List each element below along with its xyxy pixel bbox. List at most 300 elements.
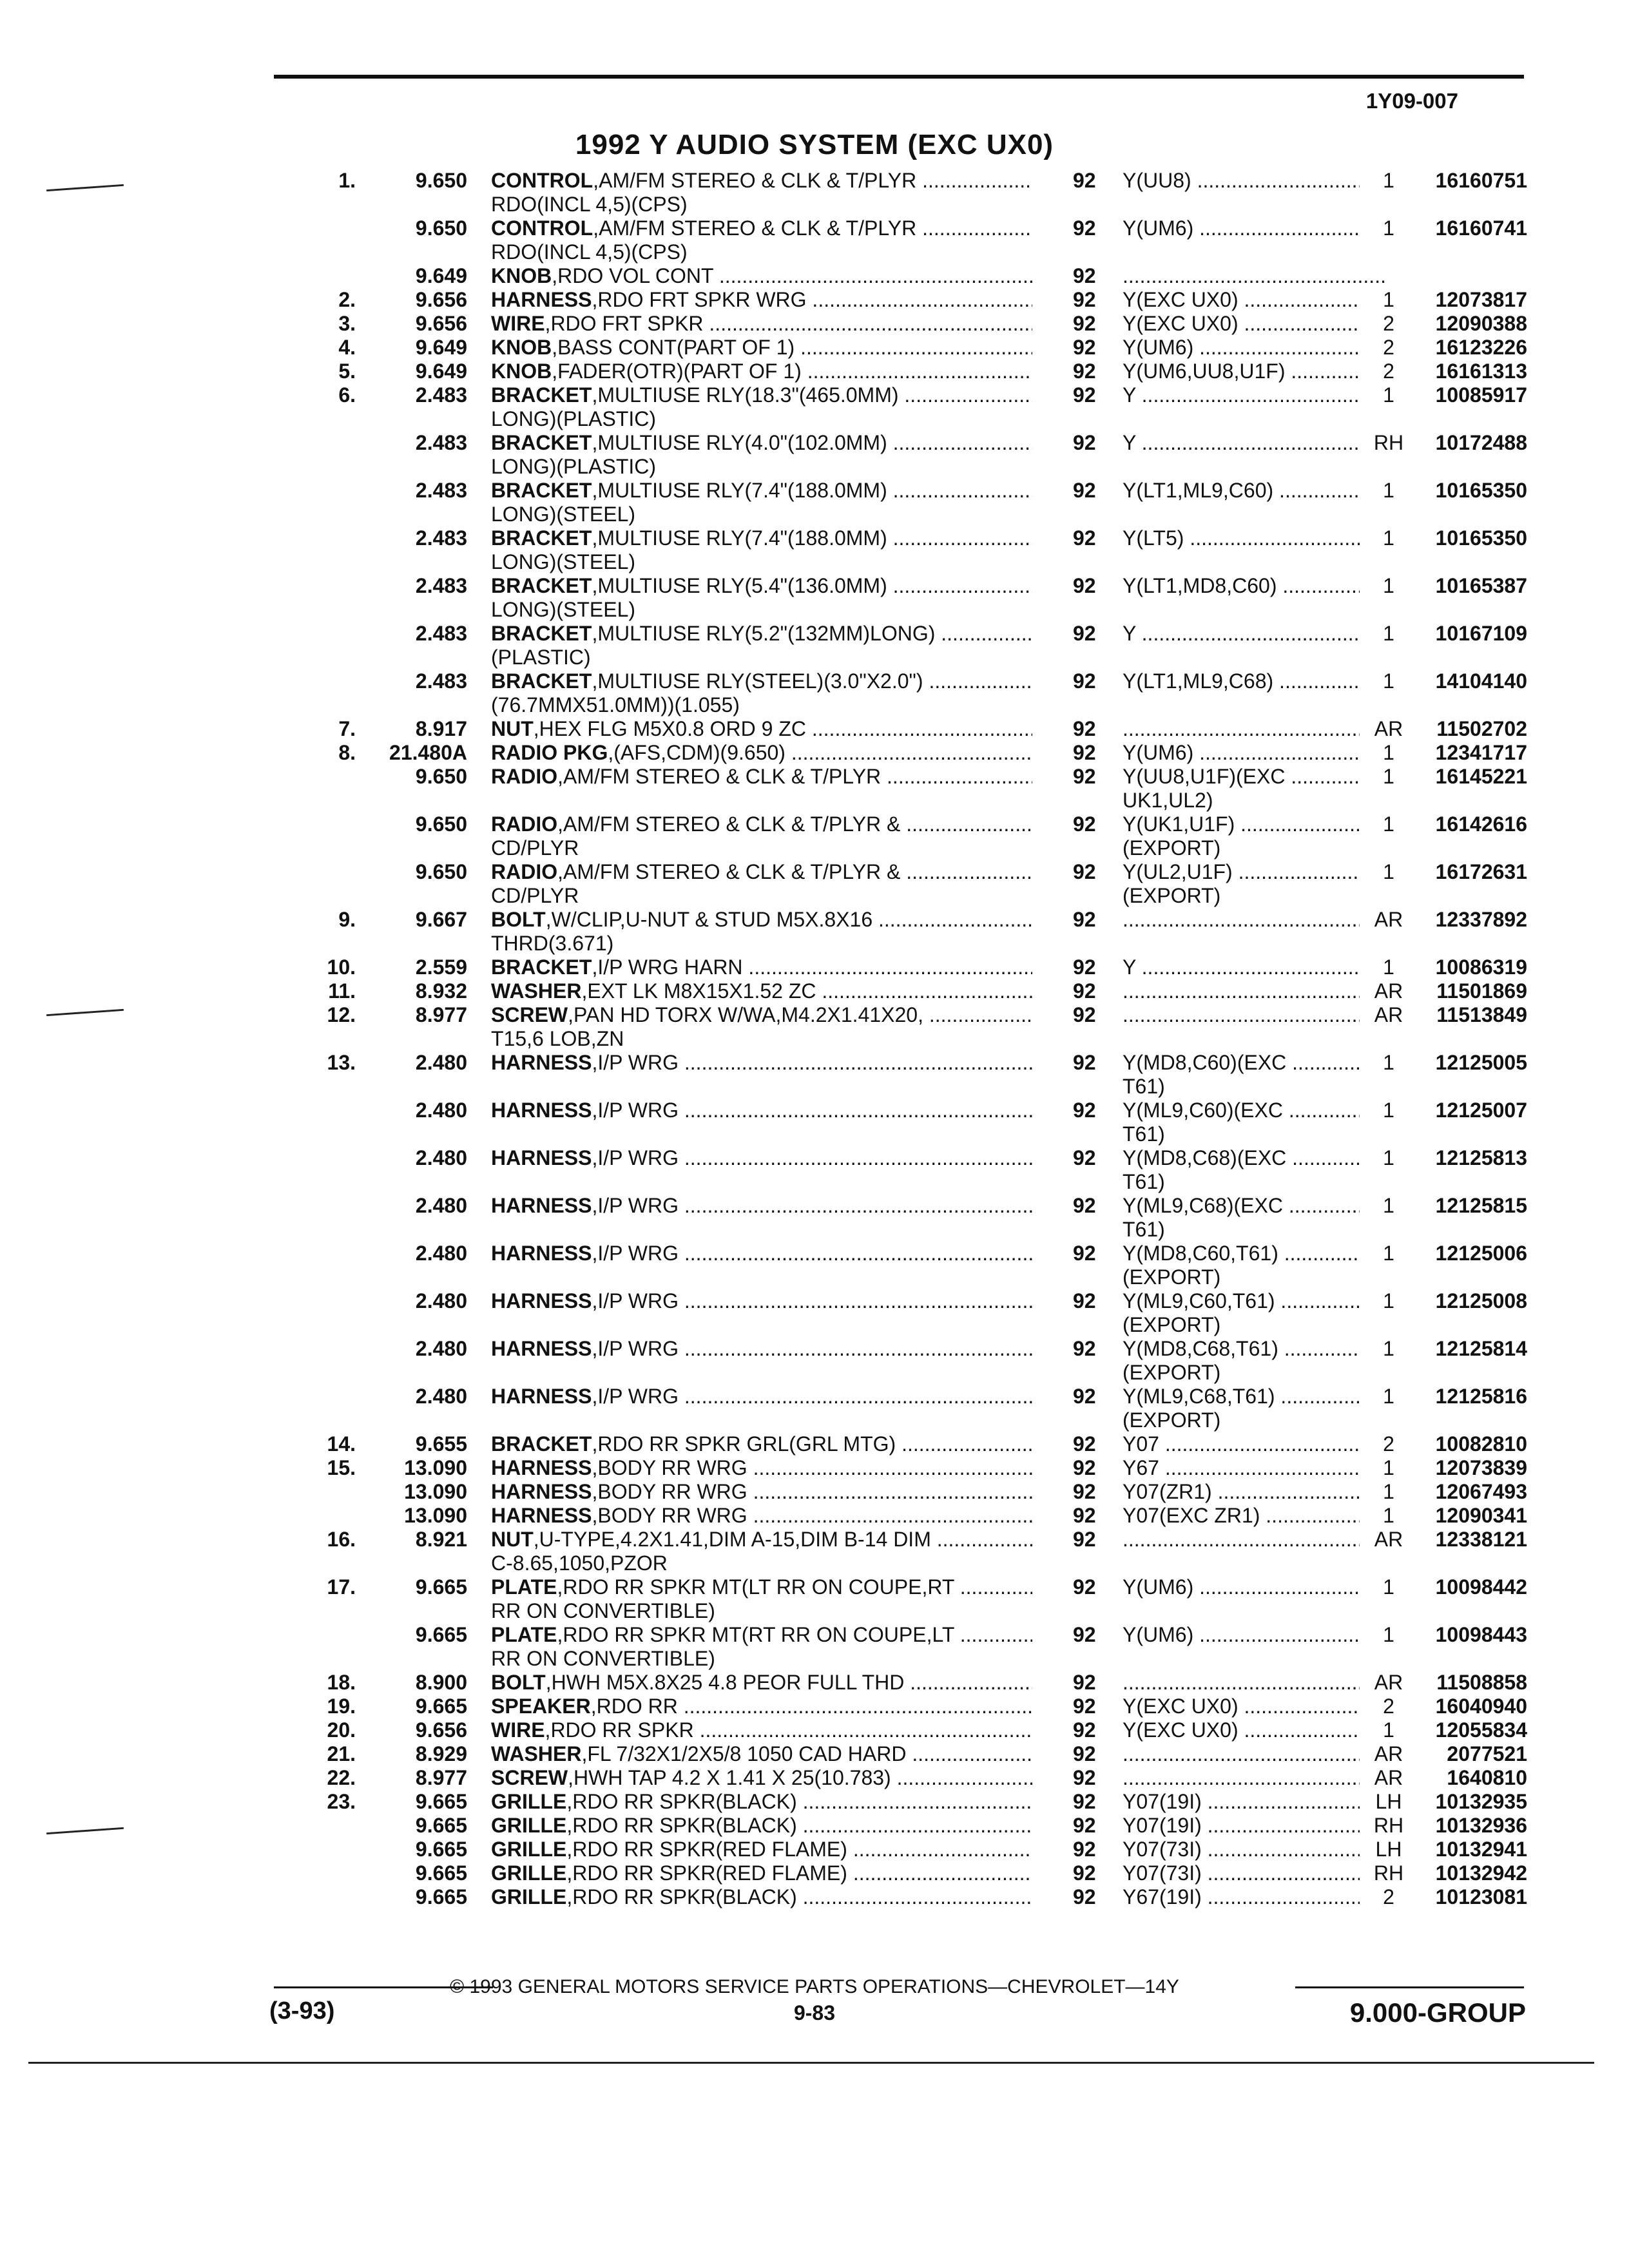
model-usage [1123,1504,1387,1528]
part-detail: ,U-TYPE,4.2X1.41,DIM A-15,DIM B-14 DIM [533,1528,931,1551]
ref-key: 19. [327,1695,356,1718]
part-name: CONTROL [491,169,593,192]
part-number: 10082810 [1435,1432,1527,1456]
model-year: 92 [1073,860,1096,883]
model-usage [1123,526,1387,550]
description [491,1575,1032,1623]
group-number: 8.977 [415,1003,467,1026]
part-detail-continued: LONG)(STEEL) [491,550,636,573]
part-name: WASHER [491,1742,582,1765]
table-row [303,1766,1527,1790]
model-usage-continued: T61) [1123,1075,1165,1098]
part-name: HARNESS [491,1242,592,1265]
part-number: 10123081 [1435,1885,1527,1908]
model-usage [1123,264,1387,288]
description [491,741,1032,765]
model-usage-line [1123,264,1387,287]
part-detail: ,RDO RR SPKR(RED FLAME) [566,1838,847,1861]
part-name: HARNESS [491,1480,592,1503]
table-row [303,1814,1527,1838]
group-number: 9.649 [415,264,467,287]
part-detail: ,MULTIUSE RLY(5.2"(132MM)LONG) [592,622,936,645]
footer-page-number: 9-83 [793,2001,836,2024]
quantity: 1 [1360,169,1418,193]
ref-key: 21. [327,1742,356,1765]
model-year: 92 [1073,812,1096,836]
model-usage-line [1123,1003,1387,1026]
description-line [491,1242,1032,1265]
group-number: 2.480 [415,1242,467,1265]
model-usage-line: Y07(ZR1) ..... [1123,1480,1387,1503]
group-number: 2.480 [415,1194,467,1217]
table-row [303,431,1527,479]
description-line [491,1838,1032,1861]
part-name: GRILLE [491,1790,567,1813]
part-number: 10165387 [1435,574,1527,597]
part-detail: ,RDO FRT SPKR WRG [592,288,807,311]
model-usage-line: Y(UU8,U1F)(EXC ..... [1123,765,1387,788]
quantity: 1 [1360,216,1418,240]
group-number: 9.665 [415,1814,467,1837]
quantity: 1 [1360,622,1418,646]
model-year: 92 [1073,1337,1096,1360]
model-usage [1123,741,1387,765]
part-number: 10085917 [1435,383,1527,407]
part-number: 12125813 [1435,1146,1527,1169]
group-number: 9.665 [415,1885,467,1908]
quantity: 2 [1360,1695,1418,1718]
part-name: RADIO PKG [491,741,608,764]
ref-key: 12. [327,1003,356,1026]
part-number: 12067493 [1435,1480,1527,1503]
model-usage-line: Y ..... [1123,431,1387,454]
model-usage-line: Y(EXC UX0) ..... [1123,1718,1387,1742]
table-row [303,1885,1527,1909]
part-detail: ,I/P WRG [592,1385,679,1408]
quantity: AR [1360,1528,1418,1552]
ref-key: 16. [327,1528,356,1551]
ref-key: 10. [327,956,356,979]
table-row [303,1623,1527,1671]
model-usage-line: Y(ML9,C68)(EXC ..... [1123,1194,1387,1217]
part-name: BOLT [491,908,546,931]
part-number: 12125008 [1435,1289,1527,1312]
table-row [303,1671,1527,1695]
model-usage-line: Y(ML9,C60)(EXC ..... [1123,1099,1387,1122]
part-detail: ,(AFS,CDM)(9.650) [608,741,786,764]
description-line [491,1289,1032,1312]
model-usage [1123,979,1387,1003]
description-line [491,1051,1032,1074]
description-line [491,526,1032,550]
part-name: SPEAKER [491,1695,591,1718]
model-usage [1123,908,1387,932]
group-number: 9.665 [415,1623,467,1646]
description [491,169,1032,216]
model-usage [1123,956,1387,979]
group-number: 2.480 [415,1146,467,1169]
quantity: 2 [1360,360,1418,383]
group-number: 9.650 [415,812,467,836]
ref-key: 20. [327,1718,356,1742]
model-year: 92 [1073,264,1096,287]
model-usage [1123,1289,1387,1337]
description [491,1671,1032,1695]
group-number: 8.977 [415,1766,467,1789]
group-number: 2.480 [415,1337,467,1360]
model-year: 92 [1073,1194,1096,1217]
model-year: 92 [1073,1099,1096,1122]
table-row [303,765,1527,812]
description-line [491,1099,1032,1122]
table-row [303,1051,1527,1099]
part-detail: ,AM/FM STEREO & CLK & T/PLYR [593,169,917,192]
model-year: 92 [1073,1003,1096,1026]
description-line [491,908,1032,931]
group-number: 2.480 [415,1385,467,1408]
part-name: KNOB [491,360,552,383]
description [491,669,1032,717]
model-usage-continued: (EXPORT) [1123,836,1221,860]
part-number: 12073817 [1435,288,1527,311]
quantity: 2 [1360,1432,1418,1456]
model-usage-line [1123,1742,1387,1765]
part-name: HARNESS [491,1504,592,1527]
model-year: 92 [1073,479,1096,502]
model-year: 92 [1073,1456,1096,1479]
model-year: 92 [1073,288,1096,311]
model-year: 92 [1073,1838,1096,1861]
table-row [303,979,1527,1003]
group-number: 2.483 [415,383,467,407]
part-detail-continued: T15,6 LOB,ZN [491,1027,624,1050]
group-number: 9.665 [415,1838,467,1861]
quantity: RH [1360,431,1418,455]
part-number: 10132936 [1435,1814,1527,1837]
description [491,1003,1032,1051]
description [491,1528,1032,1575]
part-name: WIRE [491,312,545,335]
table-row [303,1504,1527,1528]
part-name: NUT [491,1528,534,1551]
quantity: 1 [1360,1242,1418,1265]
description-line [491,812,1032,836]
model-usage-continued: (EXPORT) [1123,884,1221,907]
description-line [491,1790,1032,1813]
description-line [491,1432,1032,1456]
table-row [303,1432,1527,1456]
part-number: 12125005 [1435,1051,1527,1074]
description-line [491,717,1032,740]
model-usage [1123,360,1387,383]
quantity: 1 [1360,1385,1418,1408]
table-row [303,1146,1527,1194]
model-year: 92 [1073,1528,1096,1551]
table-row [303,717,1527,741]
part-detail-continued: RDO(INCL 4,5)(CPS) [491,193,688,216]
model-year: 92 [1073,431,1096,454]
model-usage [1123,312,1387,336]
model-usage-line: Y07(EXC ZR1) ..... [1123,1504,1387,1527]
quantity: 2 [1360,1885,1418,1909]
description-line [491,956,1032,979]
table-row [303,1718,1527,1742]
ref-key: 8. [338,741,356,764]
model-year: 92 [1073,1242,1096,1265]
part-detail: ,I/P WRG [592,1194,679,1217]
description [491,574,1032,622]
part-name: GRILLE [491,1861,567,1885]
group-number: 9.656 [415,312,467,335]
quantity: 1 [1360,479,1418,503]
model-usage [1123,1814,1387,1838]
quantity: AR [1360,1742,1418,1766]
model-usage-continued: UK1,UL2) [1123,789,1213,812]
description [491,264,1032,288]
part-number: 12090341 [1435,1504,1527,1527]
model-usage-line: Y(UM6) ..... [1123,1623,1387,1646]
part-detail: ,MULTIUSE RLY(18.3"(465.0MM) [592,383,899,407]
part-name: PLATE [491,1575,557,1599]
model-usage [1123,812,1387,860]
ref-key: 6. [338,383,356,407]
part-detail-continued: CD/PLYR [491,836,579,860]
part-name: HARNESS [491,1099,592,1122]
part-detail: ,I/P WRG [592,1289,679,1312]
description-line [491,1885,1032,1908]
model-usage [1123,1766,1387,1790]
quantity: 1 [1360,1504,1418,1528]
model-usage-line: Y(UU8) ..... [1123,169,1387,192]
model-year: 92 [1073,1146,1096,1169]
part-detail: ,RDO RR SPKR MT(LT RR ON COUPE,RT [557,1575,954,1599]
group-number: 9.650 [415,765,467,788]
model-year: 92 [1073,383,1096,407]
part-number: 10086319 [1435,956,1527,979]
part-number: 10098442 [1435,1575,1527,1599]
model-usage-continued: (EXPORT) [1123,1361,1221,1384]
part-number: 12125006 [1435,1242,1527,1265]
part-name: WASHER [491,979,582,1003]
group-number: 9.667 [415,908,467,931]
model-year: 92 [1073,336,1096,359]
model-usage [1123,431,1387,455]
model-usage [1123,622,1387,646]
part-name: HARNESS [491,1051,592,1074]
model-year: 92 [1073,1671,1096,1694]
model-year: 92 [1073,1051,1096,1074]
table-row [303,956,1527,979]
part-name: BRACKET [491,956,592,979]
part-number: 10132935 [1435,1790,1527,1813]
part-name: GRILLE [491,1838,567,1861]
ref-key: 9. [338,908,356,931]
model-usage [1123,1480,1387,1504]
group-number: 9.656 [415,1718,467,1742]
model-usage-line: Y07(19I) ..... [1123,1814,1387,1837]
description [491,1623,1032,1671]
part-number: 16123226 [1435,336,1527,359]
part-detail-continued: RR ON CONVERTIBLE) [491,1647,715,1670]
table-row [303,336,1527,360]
model-usage [1123,1456,1387,1480]
part-number: 12341717 [1435,741,1527,764]
model-usage [1123,1099,1387,1146]
part-detail: ,HWH M5X.8X25 4.8 PEOR FULL THD [545,1671,905,1694]
description-line [491,979,1032,1003]
model-usage-line [1123,908,1387,931]
ref-key: 17. [327,1575,356,1599]
model-usage [1123,1432,1387,1456]
part-number: 12125814 [1435,1337,1527,1360]
part-detail-continued: (76.7MMX51.0MM))(1.055) [491,693,740,716]
part-detail-continued: THRD(3.671) [491,932,614,955]
table-row [303,1695,1527,1718]
table-row [303,1790,1527,1814]
part-detail: ,RDO RR SPKR(RED FLAME) [566,1861,847,1885]
model-usage [1123,1337,1387,1385]
page-title: 1992 Y AUDIO SYSTEM (EXC UX0) [575,129,1054,160]
model-usage [1123,1528,1387,1552]
part-name: BRACKET [491,383,592,407]
part-name: RADIO [491,860,558,883]
model-usage-line [1123,979,1387,1003]
model-usage-line: Y(LT1,MD8,C60) ..... [1123,574,1387,597]
footer-copyright: © 1993 GENERAL MOTORS SERVICE PARTS OPERATIONS—CHEVROLET—14Y [450,1976,1179,1997]
part-number: 12337892 [1435,908,1527,931]
description-line [491,1766,1032,1789]
description [491,431,1032,479]
description [491,765,1032,789]
part-number: 10132941 [1435,1838,1527,1861]
model-usage [1123,1575,1387,1599]
ref-key: 7. [338,717,356,740]
page-id: 1Y09-007 [1365,89,1458,113]
model-usage-line: Y(UL2,U1F) ..... [1123,860,1387,883]
group-number: 8.917 [415,717,467,740]
table-row [303,574,1527,622]
model-year: 92 [1073,1385,1096,1408]
model-usage [1123,1790,1387,1814]
model-usage-continued: T61) [1123,1122,1165,1146]
description-line [491,431,1032,454]
quantity: 1 [1360,812,1418,836]
margin-mark [46,1827,124,1834]
table-row [303,1861,1527,1885]
margin-mark [46,184,124,191]
bottom-rule [28,2062,1594,2064]
description [491,1385,1032,1408]
part-number: 16160751 [1435,169,1527,192]
model-year: 92 [1073,1861,1096,1885]
description [491,812,1032,860]
model-year: 92 [1073,1718,1096,1742]
part-number: 10098443 [1435,1623,1527,1646]
group-number: 8.900 [415,1671,467,1694]
model-usage-line: Y(LT1,ML9,C68) ..... [1123,669,1387,693]
part-detail: ,HEX FLG M5X0.8 ORD 9 ZC [533,717,806,740]
group-number: 2.480 [415,1099,467,1122]
model-usage-line: Y(ML9,C68,T61) ..... [1123,1385,1387,1408]
quantity: 1 [1360,1337,1418,1361]
ref-key: 11. [328,979,356,1003]
ref-key: 3. [338,312,356,335]
group-number: 2.559 [415,956,467,979]
model-usage-continued: T61) [1123,1218,1165,1241]
part-detail-continued: RDO(INCL 4,5)(CPS) [491,240,688,264]
ref-key: 14. [327,1432,356,1456]
model-year: 92 [1073,574,1096,597]
part-detail: ,HWH TAP 4.2 X 1.41 X 25(10.783) [568,1766,891,1789]
description-line [491,336,1032,359]
description [491,336,1032,360]
ref-key: 1. [338,169,356,192]
model-usage [1123,860,1387,908]
table-row [303,312,1527,336]
description [491,1861,1032,1885]
part-number: 12125815 [1435,1194,1527,1217]
part-name: BRACKET [491,479,592,502]
part-detail: ,I/P WRG [592,1051,679,1074]
description [491,1718,1032,1742]
description-line [491,1385,1032,1408]
part-name: CONTROL [491,216,593,240]
description [491,1194,1032,1218]
part-detail: ,EXT LK M8X15X1.52 ZC [581,979,816,1003]
group-number: 2.483 [415,526,467,550]
part-number: 16142616 [1435,812,1527,836]
quantity: 2 [1360,336,1418,360]
part-number: 1640810 [1447,1766,1527,1789]
part-number: 12338121 [1435,1528,1527,1551]
part-detail: ,AM/FM STEREO & CLK & T/PLYR [593,216,917,240]
part-number: 16040940 [1435,1695,1527,1718]
description [491,622,1032,669]
model-year: 92 [1073,1432,1096,1456]
description [491,956,1032,979]
part-name: BRACKET [491,622,592,645]
table-row [303,1289,1527,1337]
table-row [303,1742,1527,1766]
description [491,216,1032,264]
part-number: 12090388 [1435,312,1527,335]
description [491,908,1032,956]
part-detail: ,PAN HD TORX W/WA,M4.2X1.41X20, [568,1003,923,1026]
description-line [491,1456,1032,1479]
table-row [303,383,1527,431]
part-number: 10167109 [1435,622,1527,645]
model-usage [1123,1051,1387,1099]
part-name: BRACKET [491,431,592,454]
table-row [303,526,1527,574]
description [491,1432,1032,1456]
model-usage-continued: (EXPORT) [1123,1408,1221,1432]
group-number: 8.932 [415,979,467,1003]
ref-key: 15. [327,1456,356,1479]
part-number: 12125007 [1435,1099,1527,1122]
table-row [303,1337,1527,1385]
table-row [303,1456,1527,1480]
part-name: BRACKET [491,526,592,550]
part-number: 12055834 [1435,1718,1527,1742]
part-detail: ,MULTIUSE RLY(4.0"(102.0MM) [592,431,887,454]
description-line [491,1814,1032,1837]
ref-key: 18. [327,1671,356,1694]
quantity: LH [1360,1790,1418,1814]
model-usage-line: Y ..... [1123,956,1387,979]
part-detail: ,RDO FRT SPKR [545,312,704,335]
part-name: BRACKET [491,574,592,597]
